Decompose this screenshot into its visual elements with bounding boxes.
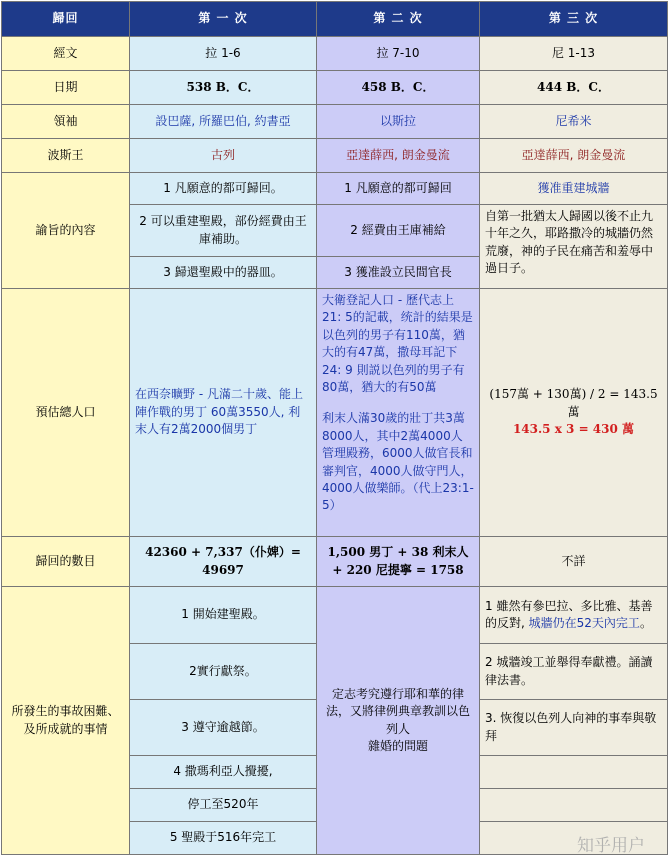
date-second: 458 B．C．: [317, 71, 480, 105]
header-third: 第 三 次: [480, 2, 668, 37]
header-row: [2, 2, 668, 37]
decree-second-item: 3 獲准設立民間官長: [317, 257, 480, 289]
decree-label: 諭旨的內容: [2, 173, 130, 289]
events-third-empty: [480, 756, 668, 789]
population-row: [2, 289, 668, 537]
scripture-first: 拉 1-6: [130, 37, 317, 71]
events-third-1-highlight: 城牆仍在52天內完工: [528, 616, 640, 630]
events-first-item: 4 撒瑪利亞人攪擾,: [130, 756, 317, 789]
king-row: [2, 139, 668, 173]
leader-first: 設巴薩, 所羅巴伯, 約書亞: [130, 105, 317, 139]
leader-second: 以斯拉: [317, 105, 480, 139]
events-first-item: 停工至520年: [130, 789, 317, 822]
events-third-empty: [480, 789, 668, 822]
king-first: 古列: [130, 139, 317, 173]
population-label: 預估總人口: [2, 289, 130, 537]
decree-first-item: 3 歸還聖殿中的器皿。: [130, 257, 317, 289]
king-second: 亞達薛西, 朗金曼流: [317, 139, 480, 173]
events-first-item: 2實行獻祭。: [130, 644, 317, 700]
events-third-item-1: [480, 587, 668, 644]
king-third: 亞達薛西, 朗金曼流: [480, 139, 668, 173]
events-label: 所發生的事故困難、及所成就的事情: [2, 587, 130, 855]
decree-second-item: 2 經費由王庫補給: [317, 205, 480, 257]
events-third-item-3: 3. 恢復以色列人向神的事奉與敬拜: [480, 700, 668, 756]
decree-first-item: 2 可以重建聖殿，部份經費由王庫補助。: [130, 205, 317, 257]
decree-row-1: [2, 173, 668, 205]
king-label: 波斯王: [2, 139, 130, 173]
population-second: [317, 289, 480, 537]
events-row-1: [2, 587, 668, 644]
population-third: [480, 289, 668, 537]
decree-first-item: 1 凡願意的都可歸回。: [130, 173, 317, 205]
header-second: 第 二 次: [317, 2, 480, 37]
date-third: 444 B．C．: [480, 71, 668, 105]
leader-label: 領袖: [2, 105, 130, 139]
scripture-second: 拉 7-10: [317, 37, 480, 71]
population-second-levites: 利末人滿30歲的壯丁共3萬8000人，其中2萬4000人管理殿務，6000人做官長和審判官，4000人做守門人，4000人做樂師。（代上23:1-5）: [322, 411, 474, 513]
events-third-1-end: 。: [639, 616, 652, 630]
returnees-second: 1,500 男丁 + 38 利末人 + 220 尼提寧 = 1758: [317, 537, 480, 587]
leader-row: [2, 105, 668, 139]
returnees-row: [2, 537, 668, 587]
events-third-1-text: 1 雖然有參巴拉、多比雅、基善的反對,: [485, 598, 653, 630]
events-second: 定志考究遵行耶和華的律法，又將律例典章教訓以色列人 雜婚的問題: [317, 587, 480, 855]
returnees-first: 42360 + 7,337（仆婢）= 49697: [130, 537, 317, 587]
decree-third-text: 自第一批猶太人歸國以後不止九十年之久，耶路撒冷的城牆仍然荒廢，神的子民在痛苦和羞辱中過日子。: [480, 205, 668, 289]
scripture-row: [2, 37, 668, 71]
decree-second-item: 1 凡願意的都可歸回: [317, 173, 480, 205]
scripture-third: 尼 1-13: [480, 37, 668, 71]
events-first-item: 3 遵守逾越節。: [130, 700, 317, 756]
date-first: 538 B．C．: [130, 71, 317, 105]
population-third-result: 143.5 x 3 = 430 萬: [512, 422, 635, 437]
return-comparison-table: [1, 1, 668, 855]
scripture-label: 經文: [2, 37, 130, 71]
watermark: 知乎用户: [577, 836, 645, 856]
events-first-item: 1 開始建聖殿。: [130, 587, 317, 644]
header-first: 第 一 次: [130, 2, 317, 37]
population-first: 在西奈曠野 - 凡滿二十歲、能上陣作戰的男丁 60萬3550人, 利末人有2萬2000個男丁: [130, 289, 317, 537]
date-label: 日期: [2, 71, 130, 105]
returnees-third: 不詳: [480, 537, 668, 587]
population-third-formula: (157萬 + 130萬) / 2 = 143.5萬: [489, 387, 658, 419]
population-second-david: 大衛登記人口 - 歷代志上 21: 5的記載，统計的結果是以色列的男子有110萬，猶大的有47萬，撒母耳記下 24: 9 則説以色列的男子有80萬，猶大的有50萬: [322, 293, 473, 394]
header-return: 歸回: [2, 2, 130, 37]
events-third-item-2: 2 城牆竣工並舉得奉獻禮。誦讀律法書。: [480, 644, 668, 700]
events-first-item: 5 聖殿于516年完工: [130, 822, 317, 855]
decree-third-title: 獲准重建城牆: [480, 173, 668, 205]
date-row: [2, 71, 668, 105]
leader-third: 尼希米: [480, 105, 668, 139]
returnees-label: 歸回的數目: [2, 537, 130, 587]
